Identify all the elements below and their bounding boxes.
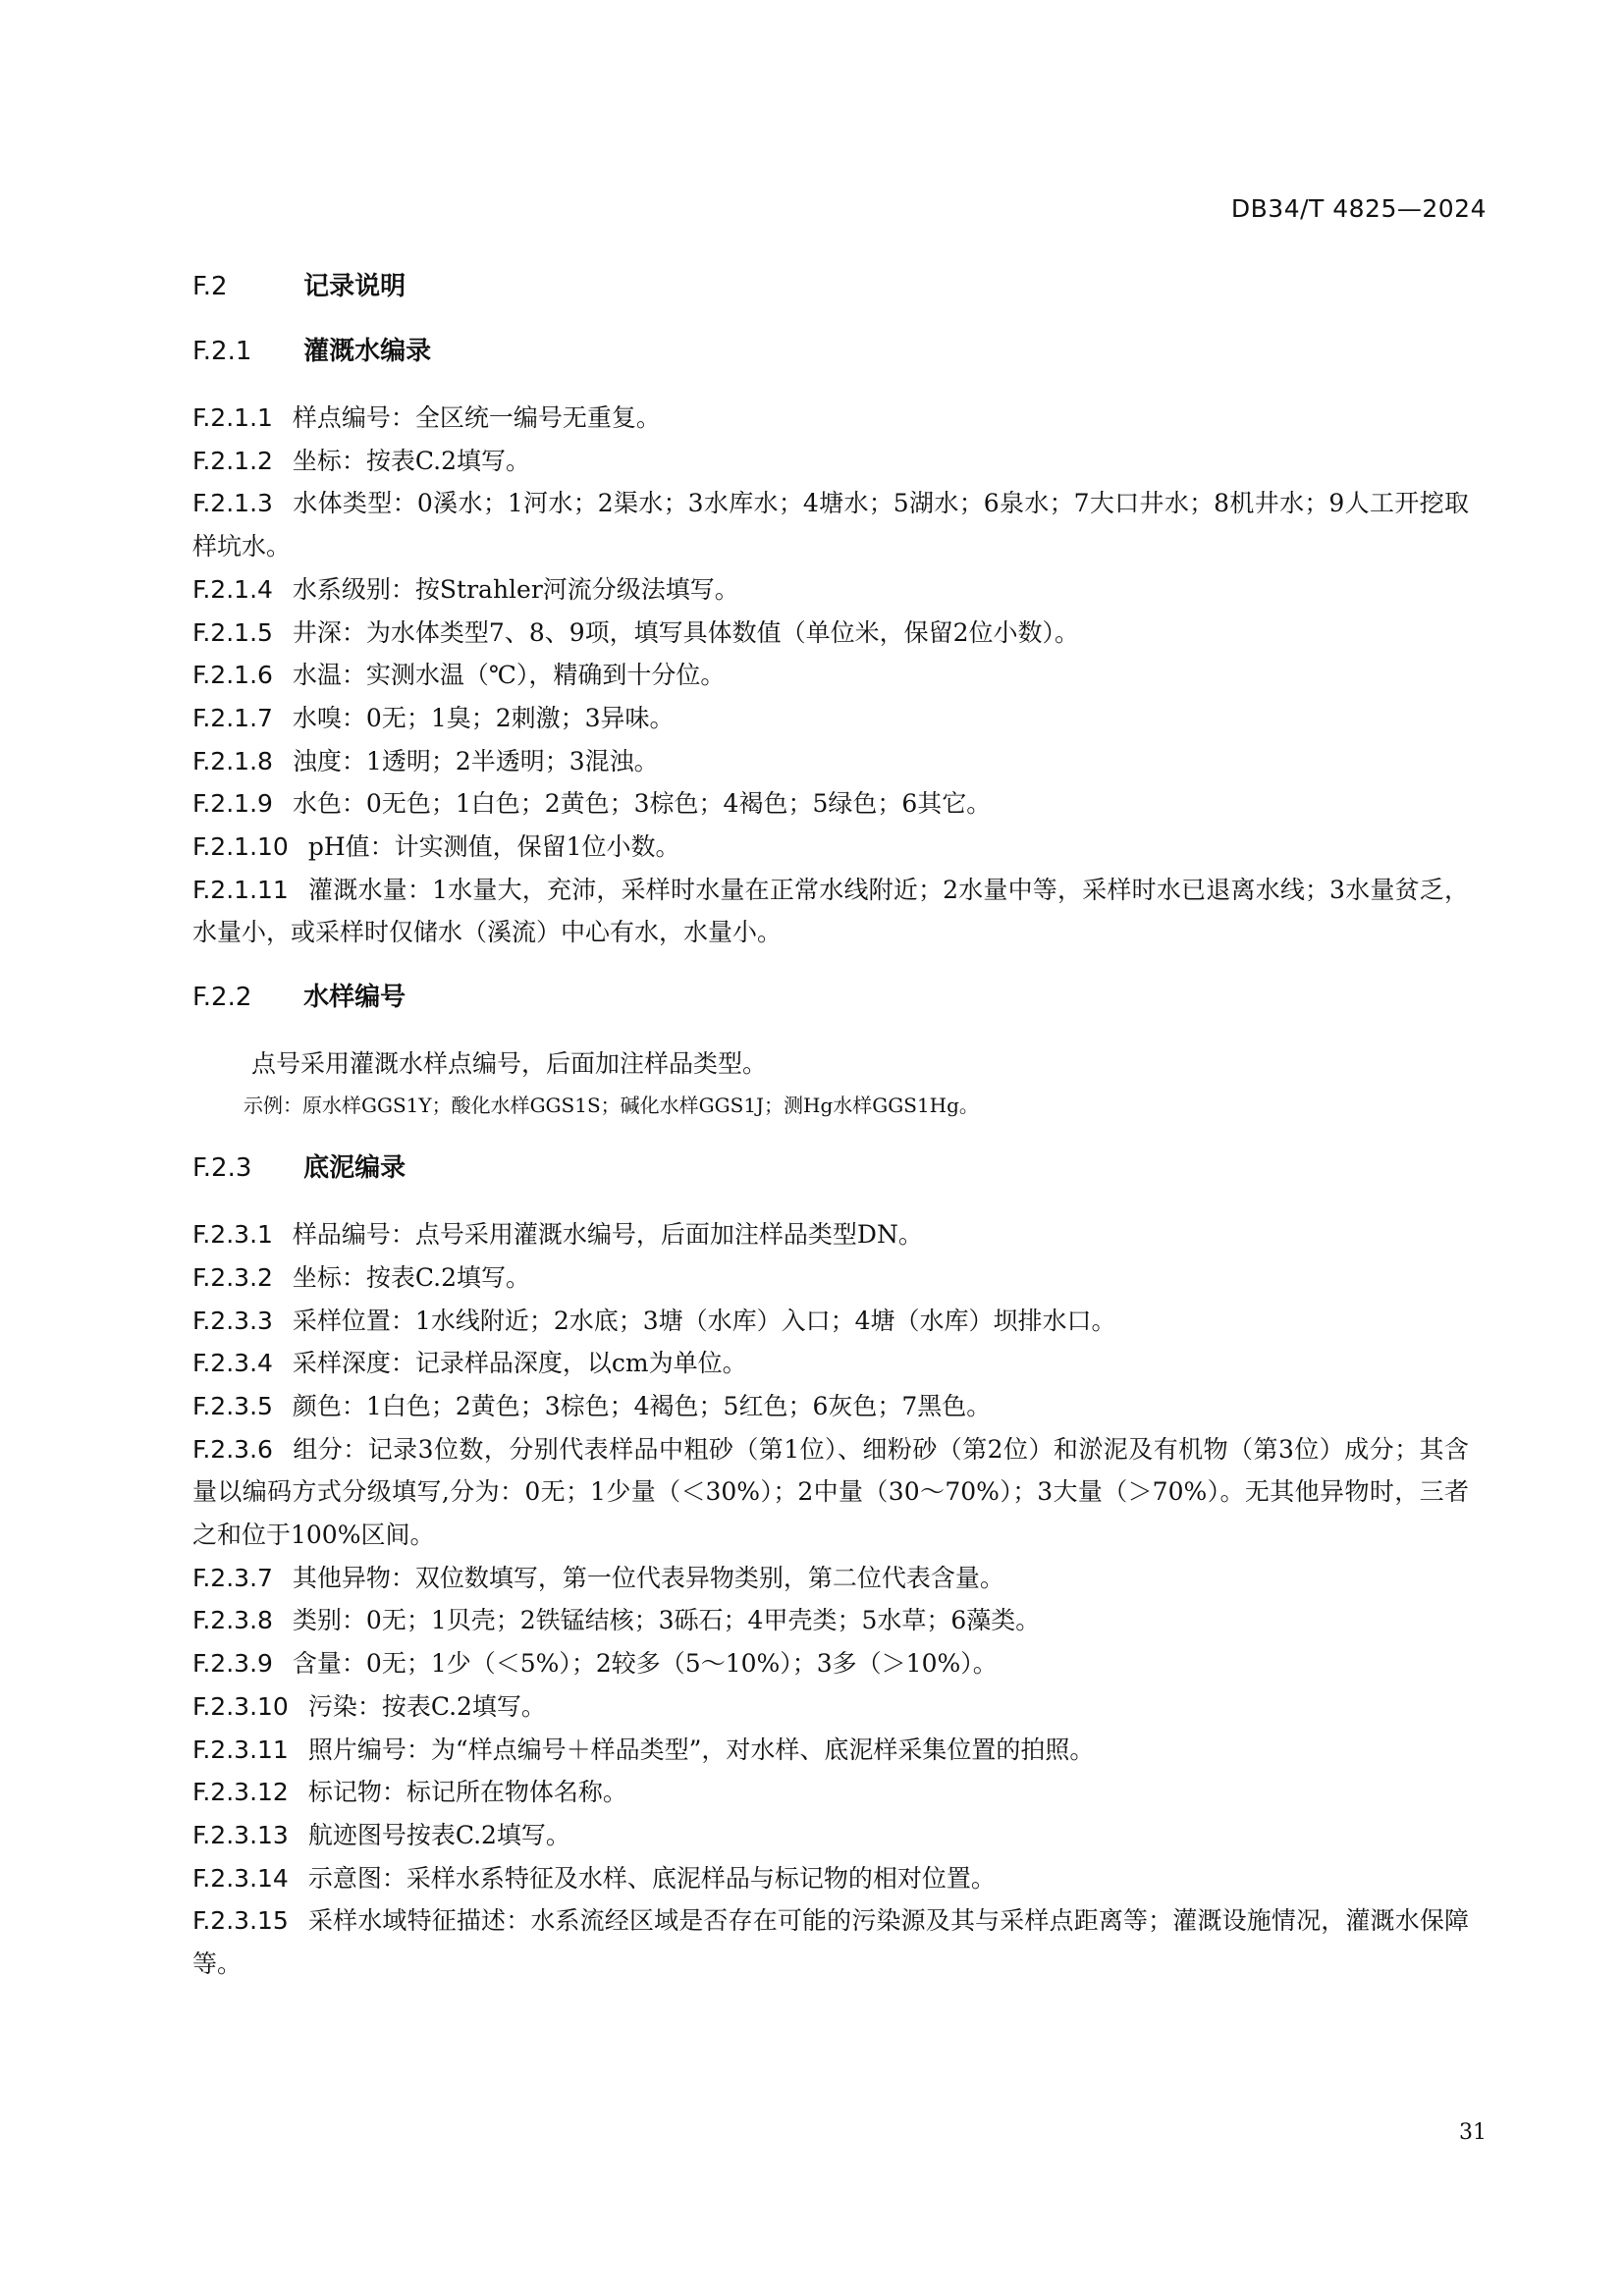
clause — [192, 1300, 1469, 1343]
clause-number: F.2.3.4 — [192, 1349, 273, 1378]
clause-text: 水色：0无色；1白色；2黄色；3棕色；4褐色；5绿色；6其它。 — [292, 789, 992, 819]
clause — [192, 612, 1469, 655]
clause-text: 航迹图号按表C.2填写。 — [307, 1820, 570, 1849]
clause-text: pH值：计实测值，保留1位小数。 — [307, 832, 680, 862]
clause-number: F.2.3.3 — [192, 1306, 273, 1335]
clause-text: 灌溉水量：1水量大，充沛，采样时水量在正常水线附近；2水量中等，采样时水已退离水线；3水量贫乏，水量小，或采样时仅储水（溪流）中心有水，水量小。 — [192, 875, 1469, 947]
clause-number: F.2.1.8 — [192, 746, 273, 775]
subsection-number: F.2.2 — [192, 983, 252, 1013]
clause — [192, 1899, 1469, 1985]
clause-number: F.2.3.15 — [192, 1906, 289, 1936]
clause — [192, 869, 1469, 954]
clause — [192, 1599, 1469, 1642]
water-sample-example: 示例：原水样GGS1Y；酸化水样GGS1S；碱化水样GGS1J；测Hg水样GGS1Hg。 — [244, 1094, 979, 1118]
clause-number: F.2.3.12 — [192, 1778, 289, 1807]
clause-text: 水体类型：0溪水；1河水；2渠水；3水库水；4塘水；5湖水；6泉水；7大口井水；8机井水；9人工开挖取样坑水。 — [192, 489, 1469, 561]
page-number: 31 — [1459, 2120, 1487, 2145]
clause-text: 坐标：按表C.2填写。 — [292, 1262, 531, 1292]
clause-text: 水系级别：按Strahler河流分级法填写。 — [292, 574, 739, 604]
clause — [192, 782, 1469, 826]
clause — [192, 1256, 1469, 1300]
clause-text: 采样深度：记录样品深度，以cm为单位。 — [292, 1349, 747, 1378]
clause — [192, 740, 1469, 783]
clause — [192, 826, 1469, 869]
clause-text: 颜色：1白色；2黄色；3棕色；4褐色；5红色；6灰色；7黑色。 — [292, 1391, 992, 1420]
document-code: DB34/T 4825—2024 — [1230, 194, 1487, 223]
document-body — [192, 265, 1469, 1986]
clause — [192, 440, 1469, 483]
subsection-number: F.2.1 — [192, 337, 252, 366]
clause — [192, 1857, 1469, 1900]
clause — [192, 568, 1469, 612]
water-sample-numbering-text: 点号采用灌溉水样点编号，后面加注样品类型。 — [251, 1049, 768, 1079]
clause — [192, 1685, 1469, 1729]
clause-number: F.2.3.8 — [192, 1606, 273, 1635]
clause-number: F.2.3.14 — [192, 1863, 289, 1893]
sediment-items — [192, 1213, 1469, 1986]
clause — [192, 482, 1469, 567]
clause-number: F.2.1.1 — [192, 403, 273, 432]
clause-number: F.2.1.6 — [192, 661, 273, 690]
clause-number: F.2.1.10 — [192, 832, 289, 862]
clause-text: 类别：0无；1贝壳；2铁锰结核；3砾石；4甲壳类；5水草；6藻类。 — [292, 1606, 1041, 1635]
clause-text: 浊度：1透明；2半透明；3混浊。 — [292, 746, 659, 775]
clause — [192, 397, 1469, 440]
clause-number: F.2.1.5 — [192, 617, 273, 647]
subsection-heading-sediment — [192, 1147, 1469, 1190]
subsection-heading-irrigation-water — [192, 330, 1469, 373]
clause-number: F.2.3.2 — [192, 1262, 273, 1292]
clause-text: 标记物：标记所在物体名称。 — [307, 1778, 627, 1807]
subsection-heading-water-sample-numbering — [192, 976, 1469, 1019]
clause — [192, 654, 1469, 697]
clause-number: F.2.3.9 — [192, 1649, 273, 1679]
clause-text: 坐标：按表C.2填写。 — [292, 446, 531, 475]
section-heading — [192, 265, 1469, 308]
clause-number: F.2.3.1 — [192, 1220, 273, 1250]
clause-number: F.2.3.6 — [192, 1434, 273, 1464]
clause — [192, 1385, 1469, 1428]
clause-number: F.2.1.4 — [192, 574, 273, 604]
section-number: F.2 — [192, 272, 228, 301]
clause-number: F.2.1.2 — [192, 446, 273, 475]
section-title: 记录说明 — [303, 272, 406, 301]
clause-text: 采样水域特征描述：水系流经区域是否存在可能的污染源及其与采样点距离等；灌溉设施情况，灌溉水保障等。 — [192, 1906, 1469, 1979]
clause-number: F.2.1.9 — [192, 789, 273, 819]
irrigation-water-items — [192, 397, 1469, 954]
clause-text: 照片编号：为“样点编号＋样品类型”，对水样、底泥样采集位置的拍照。 — [307, 1735, 1095, 1764]
clause-text: 样点编号：全区统一编号无重复。 — [292, 403, 661, 432]
subsection-title: 底泥编录 — [303, 1153, 406, 1184]
clause-text: 污染：按表C.2填写。 — [307, 1691, 546, 1721]
clause-number: F.2.3.13 — [192, 1820, 289, 1849]
subsection-title: 灌溉水编录 — [303, 337, 432, 366]
clause-text: 采样位置：1水线附近；2水底；3塘（水库）入口；4塘（水库）坝排水口。 — [292, 1306, 1116, 1335]
clause — [192, 1642, 1469, 1685]
clause-number: F.2.1.3 — [192, 489, 273, 518]
clause-text: 其他异物：双位数填写，第一位代表异物类别，第二位代表含量。 — [292, 1563, 1004, 1592]
clause-number: F.2.3.5 — [192, 1391, 273, 1420]
clause — [192, 697, 1469, 740]
clause-number: F.2.3.10 — [192, 1691, 289, 1721]
clause — [192, 1729, 1469, 1772]
clause-text: 示意图：采样水系特征及水样、底泥样品与标记物的相对位置。 — [307, 1863, 996, 1893]
clause-text: 井深：为水体类型7、8、9项，填写具体数值（单位米，保留2位小数）。 — [292, 617, 1080, 647]
clause-number: F.2.1.7 — [192, 703, 273, 732]
clause-number: F.2.3.11 — [192, 1735, 289, 1764]
clause-text: 含量：0无；1少（＜5%）；2较多（5～10%）；3多（＞10%）。 — [292, 1649, 998, 1679]
clause — [192, 1213, 1469, 1256]
clause-number: F.2.3.7 — [192, 1563, 273, 1592]
clause-text: 水嗅：0无；1臭；2刺激；3异味。 — [292, 703, 675, 732]
clause-text: 样品编号：点号采用灌溉水编号，后面加注样品类型DN。 — [292, 1220, 923, 1250]
clause-text: 水温：实测水温（℃），精确到十分位。 — [292, 661, 726, 690]
clause-number: F.2.1.11 — [192, 875, 289, 904]
clause-text: 组分：记录3位数，分别代表样品中粗砂（第1位）、细粉砂（第2位）和淤泥及有机物（第3位）成分；其含量以编码方式分级填写,分为：0无；1少量（＜30%）；2中量（30～70%）；3大量（＞70%）。无其他异物时，三者之和位于100%区间。 — [192, 1434, 1469, 1550]
clause — [192, 1428, 1469, 1557]
clause — [192, 1557, 1469, 1600]
clause — [192, 1342, 1469, 1385]
clause — [192, 1771, 1469, 1814]
subsection-number: F.2.3 — [192, 1153, 252, 1184]
clause — [192, 1814, 1469, 1857]
subsection-title: 水样编号 — [303, 983, 406, 1013]
